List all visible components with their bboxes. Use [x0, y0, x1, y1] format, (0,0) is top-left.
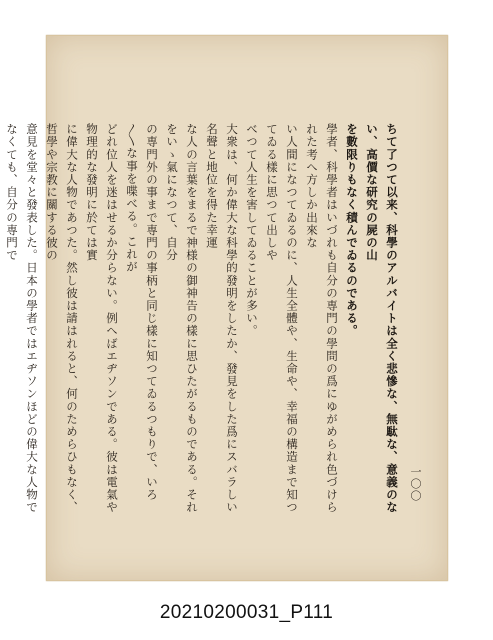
text-line: の専門外の事まで専門の事柄と同じ樣に知つてゐるつもりで、いろ〳〵な事を喋べる。これが: [125, 123, 159, 501]
text-line: 學者、科學者はいづれも自分の専門の學問の爲にゆがめられ色づけられた考へ方しか出來な: [305, 123, 339, 514]
vertical-text-body: [5, 123, 402, 525]
text-line: 大衆は、何か偉大な科學的發明をしたか、發見をした爲にスバラしい名聲と地位を得た幸運: [205, 123, 239, 514]
text-line: ちて了つて以来、科學のアルバイトは全く悲慘な、無駄な、意義のない、高價な研究の屍の山: [365, 123, 399, 514]
image-caption: 20210200031_P111: [159, 602, 334, 623]
text-line: な人の言葉をまるで神様の御神告の樣に思ひたがるものである。それをいゝ氣になつて、自分: [165, 123, 199, 514]
text-line: [0, 123, 2, 525]
page-number: 一〇〇: [409, 466, 422, 502]
text-line: どれ位人を迷はせるか分らない。例へばエヂソンである。彼は電氣や物理的な發明に於ては實: [85, 123, 119, 514]
text-line: を數限りもなく積んでゐるのである。: [345, 123, 359, 338]
text-line: べつて人生を害してゐることが多い。: [245, 123, 259, 338]
text-line: 意見を堂々と發表した。日本の學者ではエヂソンほどの偉大な人物でなくても、自分の専門で: [5, 123, 39, 514]
text-line: に偉大な人物であつた。然し彼は請はれると、何のためらひもなく、哲學や宗教に關する彼の: [45, 123, 79, 514]
document-page: [5, 35, 448, 581]
text-line: い人間になつてゐるのに、人生全體や、生命や、幸福の構造まで知つてゐる樣に思つて出しや: [265, 123, 299, 514]
